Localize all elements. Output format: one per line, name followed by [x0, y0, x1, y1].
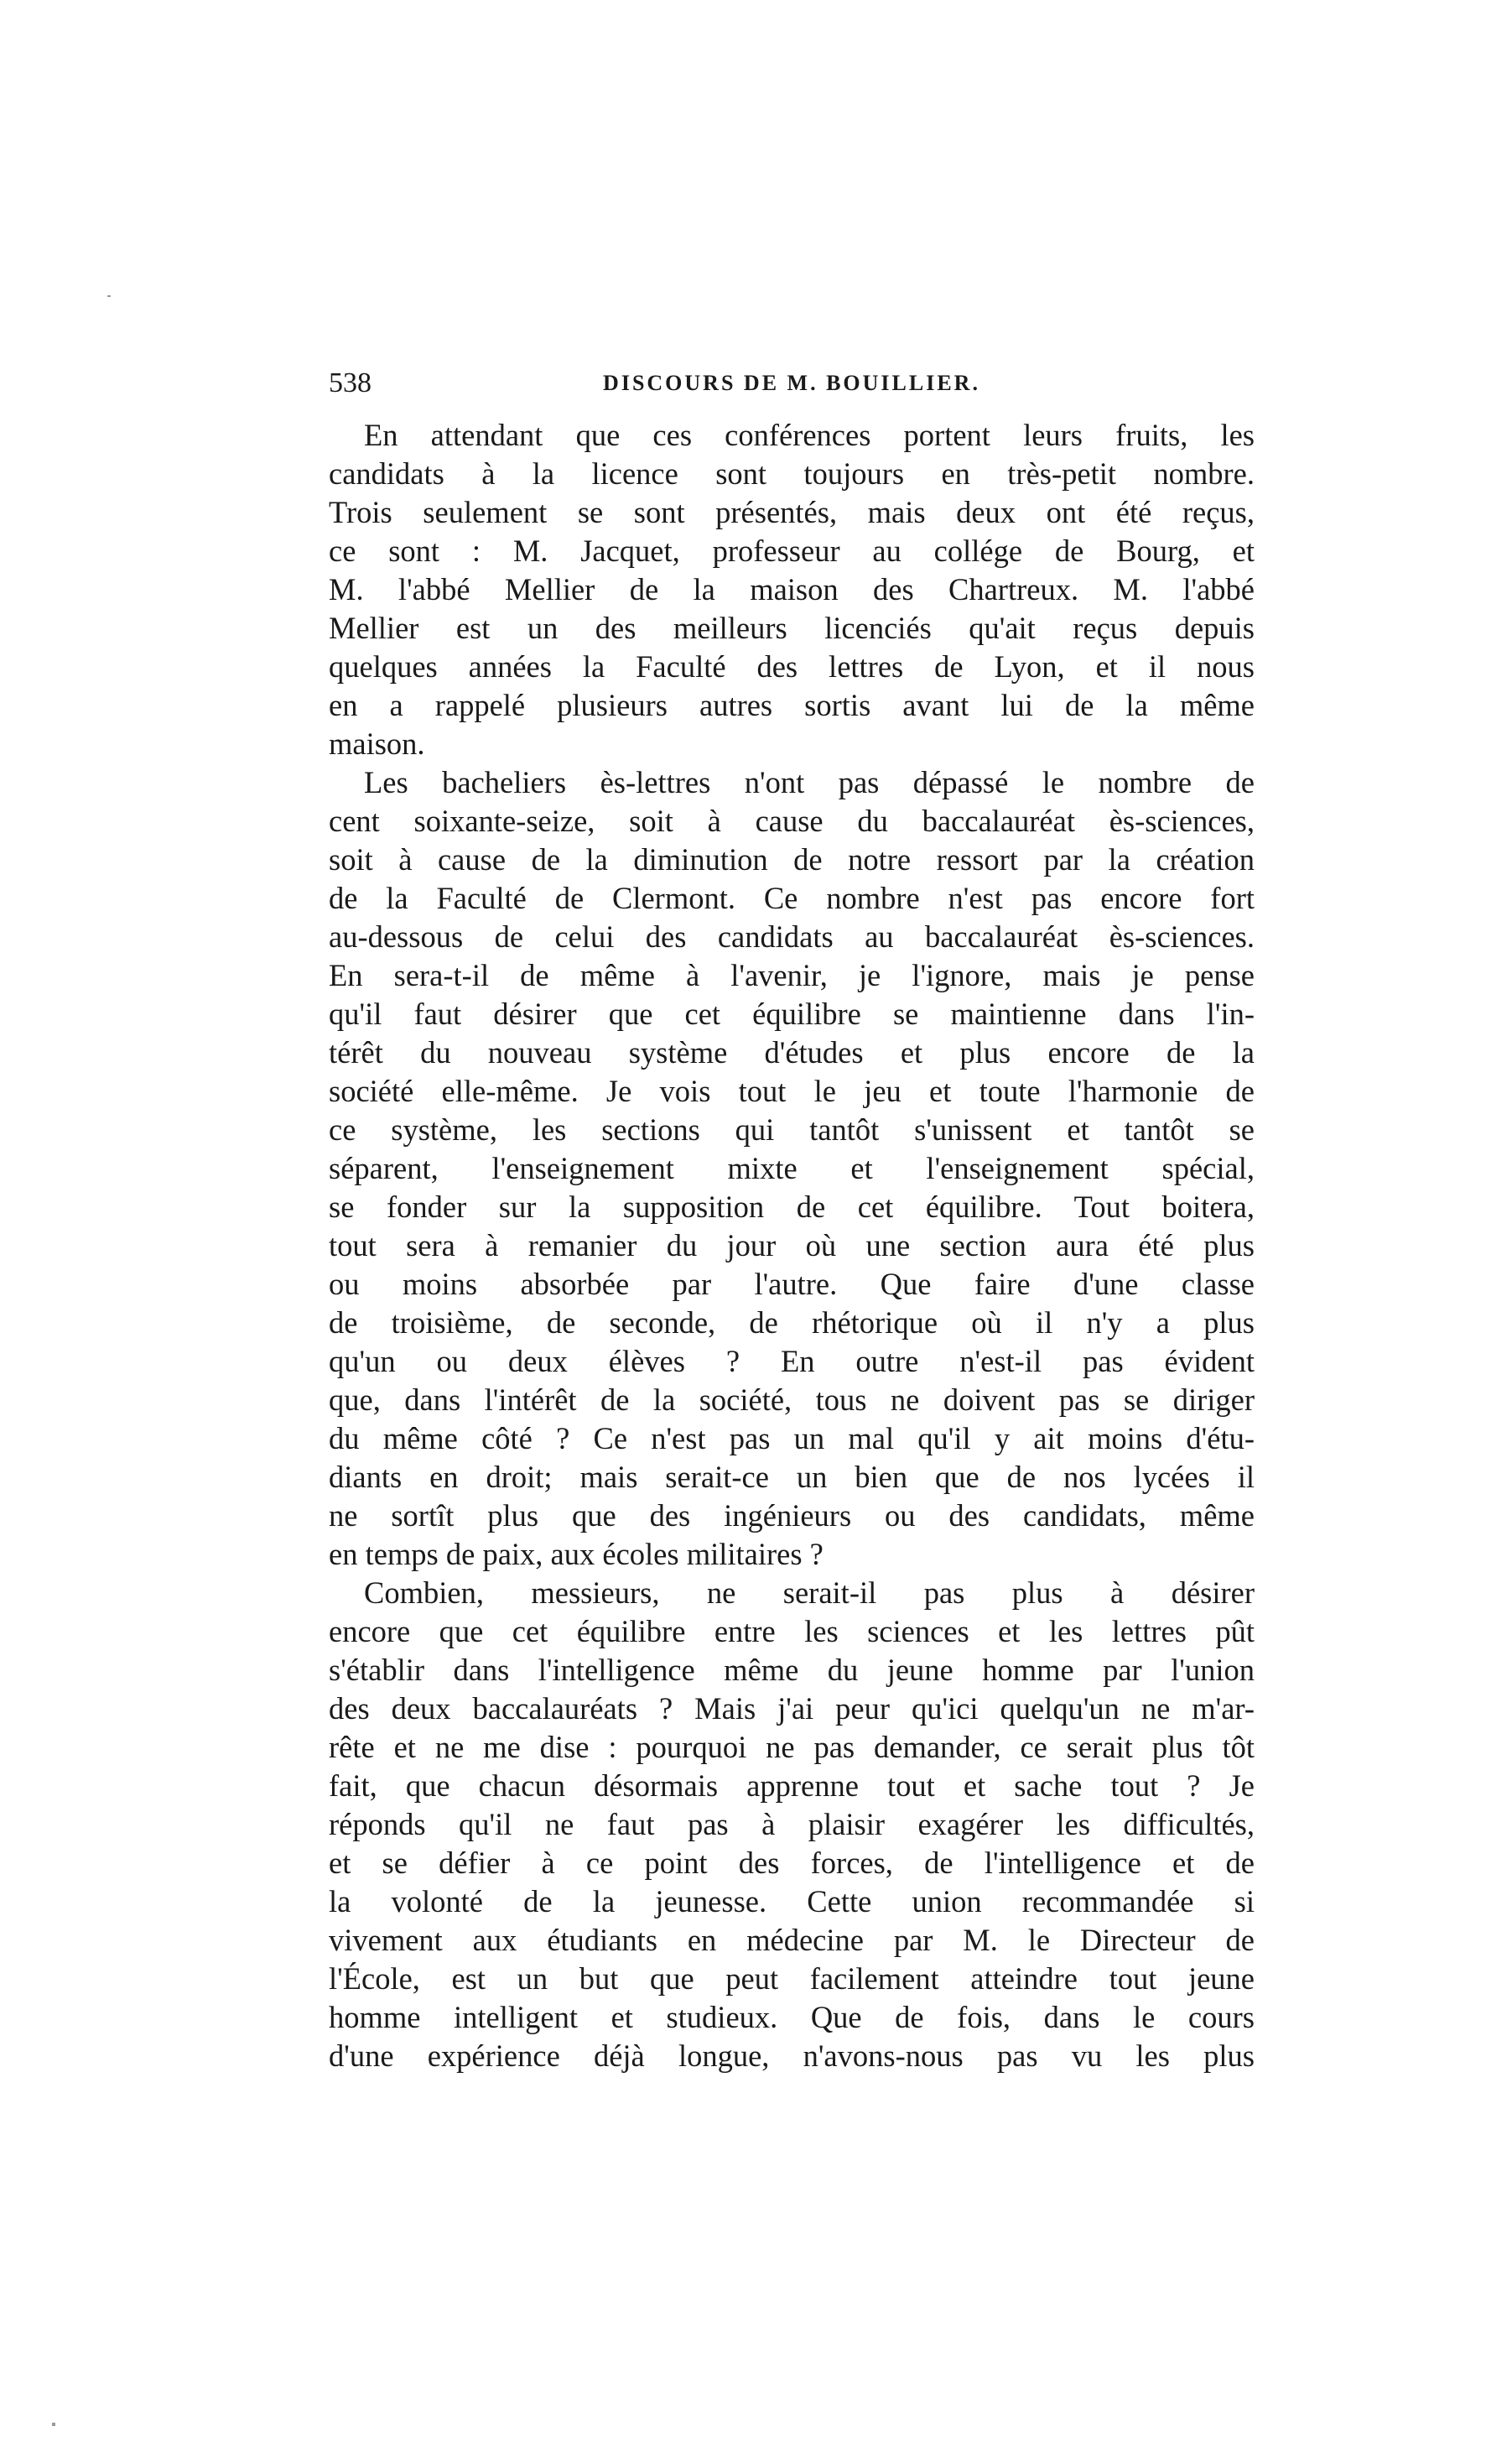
text-line: du même côté ? Ce n'est pas un mal qu'il y ait moins d'étu-	[329, 1421, 1255, 1455]
text-line: M. l'abbé Mellier de la maison des Chartreux. M. l'abbé	[329, 572, 1255, 607]
text-line: ne sortît plus que des ingénieurs ou des candidats, même	[329, 1498, 1255, 1533]
text-line: séparent, l'enseignement mixte et l'enseignement spécial,	[329, 1151, 1255, 1185]
text-line: ou moins absorbée par l'autre. Que faire d'une classe	[329, 1267, 1255, 1301]
text-line: fait, que chacun désormais apprenne tout et sache tout ? Je	[329, 1768, 1255, 1803]
text-line: en temps de paix, aux écoles militaires ?	[329, 1537, 824, 1571]
page-number: 538	[329, 367, 372, 398]
text-line: Combien, messieurs, ne serait-il pas plus à désirer	[364, 1575, 1255, 1610]
text-line: cent soixante-seize, soit à cause du baccalauréat ès-sciences,	[329, 804, 1255, 838]
margin-speck	[107, 295, 111, 297]
text-line: En sera-t-il de même à l'avenir, je l'ignore, mais je pense	[329, 958, 1255, 992]
text-line: ce système, les sections qui tantôt s'unissent et tantôt se	[329, 1112, 1255, 1147]
text-line: ce sont : M. Jacquet, professeur au collége de Bourg, et	[329, 534, 1255, 568]
text-line: qu'il faut désirer que cet équilibre se maintienne dans l'in-	[329, 997, 1255, 1031]
text-line: se fonder sur la supposition de cet équilibre. Tout boitera,	[329, 1190, 1255, 1224]
page-header	[329, 362, 1255, 404]
text-line: d'une expérience déjà longue, n'avons-nous pas vu les plus	[329, 2038, 1255, 2073]
text-line: au-dessous de celui des candidats au baccalauréat ès-sciences.	[329, 919, 1255, 954]
text-line: que, dans l'intérêt de la société, tous ne doivent pas se diriger	[329, 1382, 1255, 1417]
text-line: homme intelligent et studieux. Que de fois, dans le cours	[329, 2000, 1255, 2034]
text-line: en a rappelé plusieurs autres sortis avant lui de la même	[329, 688, 1255, 722]
text-line: Trois seulement se sont présentés, mais deux ont été reçus,	[329, 495, 1255, 529]
text-line: des deux baccalauréats ? Mais j'ai peur qu'ici quelqu'un ne m'ar-	[329, 1691, 1255, 1726]
body-text	[329, 416, 1255, 2075]
text-line: quelques années la Faculté des lettres de Lyon, et il nous	[329, 649, 1255, 684]
text-line: l'École, est un but que peut facilement atteindre tout jeune	[329, 1961, 1255, 1996]
text-line: candidats à la licence sont toujours en très-petit nombre.	[329, 456, 1255, 491]
text-line: réponds qu'il ne faut pas à plaisir exagérer les difficultés,	[329, 1807, 1255, 1841]
text-line: de la Faculté de Clermont. Ce nombre n'est pas encore fort	[329, 881, 1255, 915]
text-line: et se défier à ce point des forces, de l'intelligence et de	[329, 1846, 1255, 1880]
text-line: la volonté de la jeunesse. Cette union recommandée si	[329, 1884, 1255, 1919]
text-line: vivement aux étudiants en médecine par M. le Directeur de	[329, 1923, 1255, 1957]
text-line: rête et ne me dise : pourquoi ne pas demander, ce serait plus tôt	[329, 1730, 1255, 1764]
text-line: Mellier est un des meilleurs licenciés qu'ait reçus depuis	[329, 611, 1255, 645]
text-line: de troisième, de seconde, de rhétorique où il n'y a plus	[329, 1305, 1255, 1340]
text-line: En attendant que ces conférences portent leurs fruits, les	[364, 418, 1255, 452]
text-line: encore que cet équilibre entre les sciences et les lettres pût	[329, 1614, 1255, 1648]
text-line: diants en droit; mais serait-ce un bien que de nos lycées il	[329, 1460, 1255, 1494]
text-line: s'établir dans l'intelligence même du jeune homme par l'union	[329, 1653, 1255, 1687]
running-title: DISCOURS DE M. BOUILLIER.	[603, 371, 980, 395]
text-line: maison.	[329, 726, 425, 761]
text-line: térêt du nouveau système d'études et plus encore de la	[329, 1035, 1255, 1070]
margin-speck	[52, 2423, 55, 2426]
text-line: soit à cause de la diminution de notre ressort par la création	[329, 842, 1255, 877]
text-line: tout sera à remanier du jour où une section aura été plus	[329, 1228, 1255, 1263]
text-line: société elle-même. Je vois tout le jeu et toute l'harmonie de	[329, 1074, 1255, 1108]
text-line: Les bacheliers ès-lettres n'ont pas dépassé le nombre de	[364, 765, 1255, 799]
text-line: qu'un ou deux élèves ? En outre n'est-il pas évident	[329, 1344, 1255, 1378]
